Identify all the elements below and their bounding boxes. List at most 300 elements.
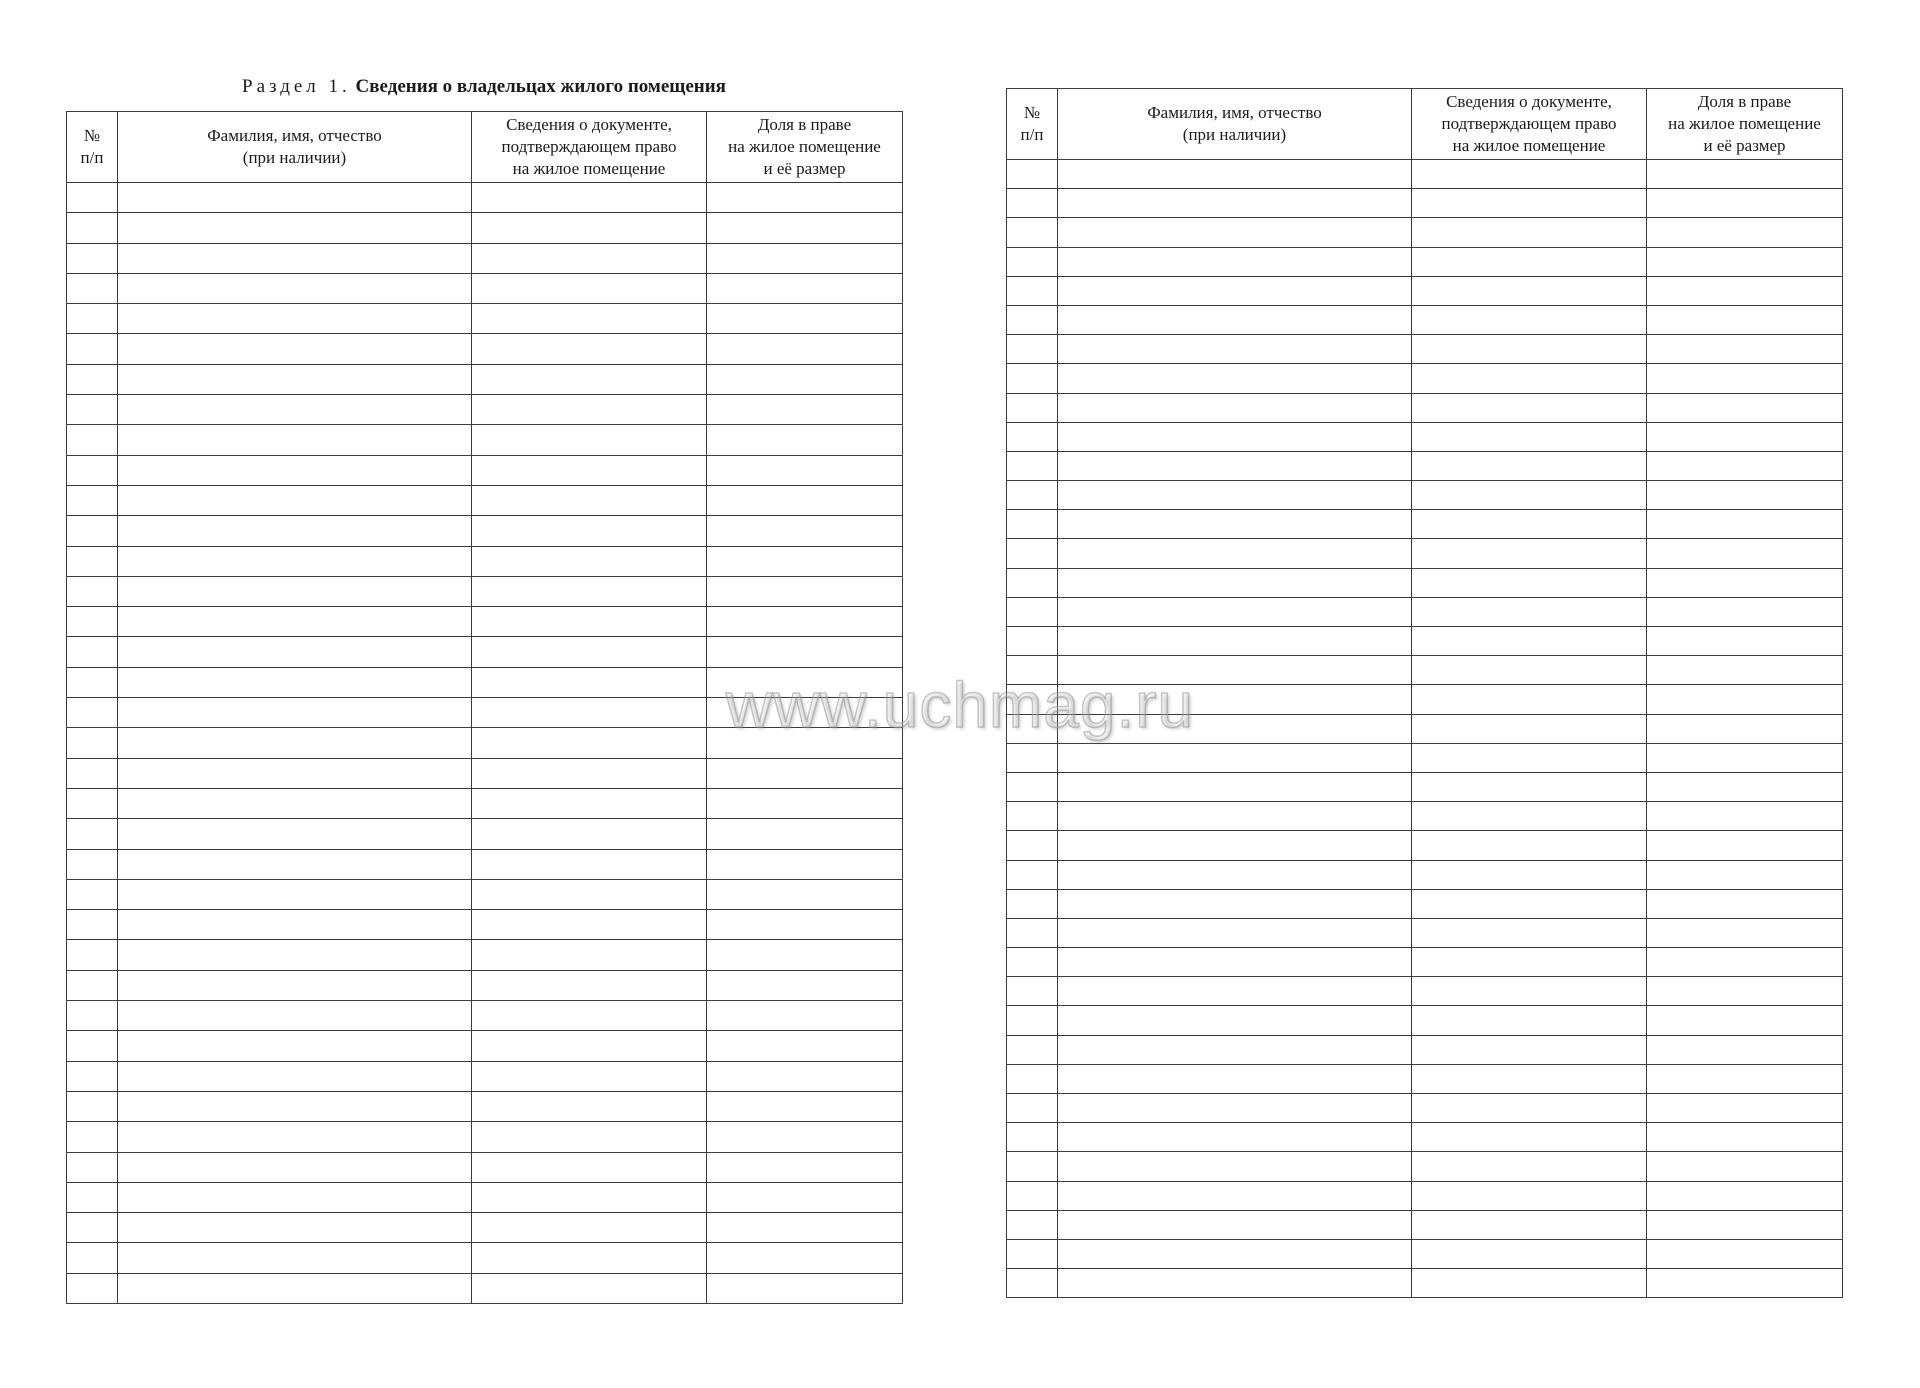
cell-share[interactable] [707, 1091, 903, 1121]
cell-document[interactable] [1412, 539, 1647, 568]
cell-share[interactable] [707, 1182, 903, 1212]
cell-number[interactable] [1007, 1269, 1058, 1298]
cell-number[interactable] [67, 910, 118, 940]
cell-full-name[interactable] [118, 1273, 472, 1303]
cell-document[interactable] [1412, 948, 1647, 977]
cell-share[interactable] [1647, 568, 1843, 597]
cell-share[interactable] [1647, 451, 1843, 480]
cell-number[interactable] [1007, 1006, 1058, 1035]
cell-share[interactable] [1647, 1006, 1843, 1035]
cell-full-name[interactable] [1058, 276, 1412, 305]
cell-number[interactable] [1007, 481, 1058, 510]
cell-share[interactable] [707, 304, 903, 334]
cell-document[interactable] [1412, 977, 1647, 1006]
cell-full-name[interactable] [1058, 1094, 1412, 1123]
cell-share[interactable] [1647, 627, 1843, 656]
cell-document[interactable] [1412, 335, 1647, 364]
cell-full-name[interactable] [118, 546, 472, 576]
cell-number[interactable] [67, 940, 118, 970]
cell-number[interactable] [67, 637, 118, 667]
cell-document[interactable] [1412, 218, 1647, 247]
cell-share[interactable] [1647, 364, 1843, 393]
cell-number[interactable] [67, 698, 118, 728]
cell-number[interactable] [67, 425, 118, 455]
cell-number[interactable] [67, 1243, 118, 1273]
cell-full-name[interactable] [118, 940, 472, 970]
cell-document[interactable] [472, 607, 707, 637]
cell-full-name[interactable] [1058, 510, 1412, 539]
cell-number[interactable] [1007, 1035, 1058, 1064]
cell-document[interactable] [472, 183, 707, 213]
cell-share[interactable] [1647, 218, 1843, 247]
cell-document[interactable] [1412, 1210, 1647, 1239]
cell-full-name[interactable] [118, 395, 472, 425]
cell-share[interactable] [1647, 802, 1843, 831]
cell-share[interactable] [707, 243, 903, 273]
cell-number[interactable] [1007, 1152, 1058, 1181]
cell-number[interactable] [1007, 305, 1058, 334]
cell-number[interactable] [1007, 685, 1058, 714]
cell-full-name[interactable] [1058, 539, 1412, 568]
cell-full-name[interactable] [118, 576, 472, 606]
cell-document[interactable] [1412, 451, 1647, 480]
cell-full-name[interactable] [118, 1122, 472, 1152]
cell-number[interactable] [67, 576, 118, 606]
cell-full-name[interactable] [118, 273, 472, 303]
cell-document[interactable] [1412, 189, 1647, 218]
cell-number[interactable] [1007, 568, 1058, 597]
cell-number[interactable] [67, 1001, 118, 1031]
cell-share[interactable] [1647, 247, 1843, 276]
cell-share[interactable] [707, 516, 903, 546]
cell-document[interactable] [472, 879, 707, 909]
cell-full-name[interactable] [118, 334, 472, 364]
cell-share[interactable] [1647, 422, 1843, 451]
cell-full-name[interactable] [118, 607, 472, 637]
cell-full-name[interactable] [118, 425, 472, 455]
cell-share[interactable] [1647, 276, 1843, 305]
cell-share[interactable] [707, 910, 903, 940]
cell-full-name[interactable] [118, 1182, 472, 1212]
cell-full-name[interactable] [118, 1031, 472, 1061]
cell-document[interactable] [472, 788, 707, 818]
cell-full-name[interactable] [1058, 1064, 1412, 1093]
cell-document[interactable] [472, 1213, 707, 1243]
cell-document[interactable] [472, 637, 707, 667]
cell-document[interactable] [1412, 889, 1647, 918]
cell-document[interactable] [472, 1243, 707, 1273]
cell-full-name[interactable] [1058, 305, 1412, 334]
cell-number[interactable] [67, 1031, 118, 1061]
cell-share[interactable] [707, 546, 903, 576]
cell-number[interactable] [67, 970, 118, 1000]
cell-full-name[interactable] [118, 819, 472, 849]
cell-share[interactable] [707, 576, 903, 606]
cell-number[interactable] [67, 1122, 118, 1152]
cell-document[interactable] [472, 1273, 707, 1303]
cell-share[interactable] [1647, 160, 1843, 189]
cell-share[interactable] [1647, 305, 1843, 334]
cell-document[interactable] [1412, 393, 1647, 422]
cell-share[interactable] [1647, 393, 1843, 422]
cell-share[interactable] [1647, 889, 1843, 918]
cell-share[interactable] [707, 1243, 903, 1273]
cell-number[interactable] [67, 1213, 118, 1243]
cell-full-name[interactable] [118, 1213, 472, 1243]
cell-share[interactable] [707, 607, 903, 637]
cell-document[interactable] [472, 455, 707, 485]
cell-document[interactable] [1412, 597, 1647, 626]
cell-number[interactable] [67, 485, 118, 515]
cell-share[interactable] [707, 334, 903, 364]
cell-document[interactable] [1412, 1064, 1647, 1093]
cell-document[interactable] [1412, 714, 1647, 743]
cell-number[interactable] [1007, 831, 1058, 860]
cell-number[interactable] [1007, 977, 1058, 1006]
cell-full-name[interactable] [118, 728, 472, 758]
cell-document[interactable] [1412, 860, 1647, 889]
cell-number[interactable] [1007, 1094, 1058, 1123]
cell-number[interactable] [67, 364, 118, 394]
cell-share[interactable] [707, 1213, 903, 1243]
cell-full-name[interactable] [1058, 918, 1412, 947]
cell-number[interactable] [1007, 948, 1058, 977]
cell-document[interactable] [472, 819, 707, 849]
cell-number[interactable] [1007, 1123, 1058, 1152]
cell-full-name[interactable] [1058, 1181, 1412, 1210]
cell-number[interactable] [1007, 510, 1058, 539]
cell-document[interactable] [1412, 918, 1647, 947]
cell-full-name[interactable] [1058, 568, 1412, 597]
cell-share[interactable] [707, 879, 903, 909]
cell-share[interactable] [1647, 977, 1843, 1006]
cell-share[interactable] [1647, 860, 1843, 889]
cell-full-name[interactable] [118, 516, 472, 546]
cell-share[interactable] [1647, 597, 1843, 626]
cell-full-name[interactable] [1058, 393, 1412, 422]
cell-document[interactable] [1412, 160, 1647, 189]
cell-number[interactable] [67, 243, 118, 273]
cell-number[interactable] [1007, 1064, 1058, 1093]
cell-document[interactable] [472, 1001, 707, 1031]
cell-share[interactable] [1647, 656, 1843, 685]
cell-share[interactable] [707, 1152, 903, 1182]
cell-full-name[interactable] [118, 849, 472, 879]
cell-document[interactable] [472, 1182, 707, 1212]
cell-document[interactable] [1412, 305, 1647, 334]
cell-full-name[interactable] [118, 243, 472, 273]
cell-share[interactable] [1647, 1239, 1843, 1268]
cell-document[interactable] [1412, 1269, 1647, 1298]
cell-share[interactable] [1647, 510, 1843, 539]
cell-number[interactable] [1007, 802, 1058, 831]
cell-full-name[interactable] [118, 304, 472, 334]
cell-full-name[interactable] [1058, 948, 1412, 977]
cell-document[interactable] [1412, 422, 1647, 451]
cell-number[interactable] [67, 455, 118, 485]
cell-document[interactable] [472, 213, 707, 243]
cell-document[interactable] [1412, 1239, 1647, 1268]
cell-document[interactable] [1412, 1035, 1647, 1064]
cell-full-name[interactable] [1058, 335, 1412, 364]
cell-number[interactable] [67, 1152, 118, 1182]
cell-number[interactable] [1007, 393, 1058, 422]
cell-full-name[interactable] [118, 1243, 472, 1273]
cell-share[interactable] [1647, 1064, 1843, 1093]
cell-number[interactable] [67, 183, 118, 213]
cell-number[interactable] [67, 516, 118, 546]
cell-document[interactable] [1412, 831, 1647, 860]
cell-number[interactable] [67, 1091, 118, 1121]
cell-share[interactable] [707, 425, 903, 455]
cell-full-name[interactable] [118, 637, 472, 667]
cell-document[interactable] [472, 516, 707, 546]
cell-number[interactable] [67, 1273, 118, 1303]
cell-share[interactable] [1647, 1210, 1843, 1239]
cell-document[interactable] [472, 1122, 707, 1152]
cell-share[interactable] [1647, 1123, 1843, 1152]
cell-number[interactable] [67, 758, 118, 788]
cell-number[interactable] [1007, 597, 1058, 626]
cell-document[interactable] [1412, 1123, 1647, 1152]
cell-share[interactable] [707, 213, 903, 243]
cell-full-name[interactable] [118, 758, 472, 788]
cell-number[interactable] [1007, 539, 1058, 568]
cell-document[interactable] [472, 334, 707, 364]
cell-document[interactable] [472, 970, 707, 1000]
cell-full-name[interactable] [1058, 772, 1412, 801]
cell-document[interactable] [472, 1061, 707, 1091]
cell-number[interactable] [67, 334, 118, 364]
cell-share[interactable] [707, 758, 903, 788]
cell-document[interactable] [472, 304, 707, 334]
cell-share[interactable] [1647, 772, 1843, 801]
cell-full-name[interactable] [1058, 247, 1412, 276]
cell-number[interactable] [67, 1061, 118, 1091]
cell-full-name[interactable] [118, 970, 472, 1000]
cell-number[interactable] [67, 667, 118, 697]
cell-share[interactable] [1647, 743, 1843, 772]
cell-full-name[interactable] [1058, 685, 1412, 714]
cell-document[interactable] [1412, 510, 1647, 539]
cell-full-name[interactable] [1058, 831, 1412, 860]
cell-number[interactable] [67, 607, 118, 637]
cell-full-name[interactable] [1058, 1269, 1412, 1298]
cell-full-name[interactable] [1058, 1035, 1412, 1064]
cell-share[interactable] [707, 1001, 903, 1031]
cell-document[interactable] [1412, 481, 1647, 510]
cell-document[interactable] [1412, 743, 1647, 772]
cell-number[interactable] [1007, 160, 1058, 189]
cell-full-name[interactable] [1058, 189, 1412, 218]
cell-full-name[interactable] [1058, 1152, 1412, 1181]
cell-document[interactable] [1412, 1006, 1647, 1035]
cell-full-name[interactable] [1058, 1210, 1412, 1239]
cell-number[interactable] [1007, 189, 1058, 218]
cell-document[interactable] [1412, 1152, 1647, 1181]
cell-share[interactable] [707, 728, 903, 758]
cell-share[interactable] [1647, 948, 1843, 977]
cell-full-name[interactable] [1058, 889, 1412, 918]
cell-full-name[interactable] [1058, 422, 1412, 451]
cell-share[interactable] [707, 698, 903, 728]
cell-share[interactable] [1647, 1152, 1843, 1181]
cell-document[interactable] [1412, 568, 1647, 597]
cell-document[interactable] [472, 576, 707, 606]
cell-document[interactable] [1412, 364, 1647, 393]
cell-full-name[interactable] [1058, 597, 1412, 626]
cell-full-name[interactable] [1058, 714, 1412, 743]
cell-document[interactable] [472, 425, 707, 455]
cell-number[interactable] [67, 213, 118, 243]
cell-number[interactable] [67, 1182, 118, 1212]
cell-document[interactable] [472, 273, 707, 303]
cell-share[interactable] [707, 395, 903, 425]
cell-share[interactable] [1647, 685, 1843, 714]
cell-full-name[interactable] [118, 183, 472, 213]
cell-full-name[interactable] [118, 788, 472, 818]
cell-document[interactable] [472, 364, 707, 394]
cell-full-name[interactable] [1058, 451, 1412, 480]
cell-full-name[interactable] [118, 1152, 472, 1182]
cell-share[interactable] [707, 667, 903, 697]
cell-number[interactable] [1007, 335, 1058, 364]
cell-document[interactable] [1412, 1181, 1647, 1210]
cell-number[interactable] [1007, 218, 1058, 247]
cell-share[interactable] [1647, 481, 1843, 510]
cell-number[interactable] [1007, 276, 1058, 305]
cell-full-name[interactable] [1058, 1239, 1412, 1268]
cell-share[interactable] [1647, 335, 1843, 364]
cell-full-name[interactable] [1058, 1006, 1412, 1035]
cell-share[interactable] [707, 273, 903, 303]
cell-document[interactable] [1412, 1094, 1647, 1123]
cell-share[interactable] [707, 455, 903, 485]
cell-document[interactable] [472, 1091, 707, 1121]
cell-number[interactable] [1007, 1210, 1058, 1239]
cell-full-name[interactable] [118, 667, 472, 697]
cell-full-name[interactable] [118, 213, 472, 243]
cell-full-name[interactable] [1058, 481, 1412, 510]
cell-number[interactable] [67, 819, 118, 849]
cell-document[interactable] [472, 1031, 707, 1061]
cell-share[interactable] [707, 1273, 903, 1303]
cell-share[interactable] [707, 1031, 903, 1061]
cell-number[interactable] [1007, 656, 1058, 685]
cell-document[interactable] [472, 243, 707, 273]
cell-document[interactable] [472, 667, 707, 697]
cell-share[interactable] [707, 637, 903, 667]
cell-document[interactable] [472, 546, 707, 576]
cell-number[interactable] [67, 304, 118, 334]
cell-share[interactable] [1647, 831, 1843, 860]
cell-document[interactable] [472, 395, 707, 425]
cell-full-name[interactable] [118, 879, 472, 909]
cell-number[interactable] [1007, 714, 1058, 743]
cell-share[interactable] [707, 183, 903, 213]
cell-share[interactable] [707, 819, 903, 849]
cell-full-name[interactable] [1058, 977, 1412, 1006]
cell-full-name[interactable] [1058, 364, 1412, 393]
cell-share[interactable] [707, 788, 903, 818]
cell-number[interactable] [1007, 451, 1058, 480]
cell-document[interactable] [1412, 627, 1647, 656]
cell-full-name[interactable] [1058, 656, 1412, 685]
cell-number[interactable] [67, 849, 118, 879]
cell-number[interactable] [67, 728, 118, 758]
cell-full-name[interactable] [118, 485, 472, 515]
cell-document[interactable] [1412, 656, 1647, 685]
cell-number[interactable] [1007, 860, 1058, 889]
cell-full-name[interactable] [1058, 218, 1412, 247]
cell-number[interactable] [1007, 918, 1058, 947]
cell-number[interactable] [67, 273, 118, 303]
cell-number[interactable] [1007, 247, 1058, 276]
cell-share[interactable] [1647, 1094, 1843, 1123]
cell-share[interactable] [707, 1122, 903, 1152]
cell-document[interactable] [472, 940, 707, 970]
cell-full-name[interactable] [118, 1001, 472, 1031]
cell-share[interactable] [1647, 539, 1843, 568]
cell-number[interactable] [67, 546, 118, 576]
cell-full-name[interactable] [1058, 743, 1412, 772]
cell-full-name[interactable] [118, 698, 472, 728]
cell-number[interactable] [1007, 772, 1058, 801]
cell-number[interactable] [67, 395, 118, 425]
cell-full-name[interactable] [118, 1091, 472, 1121]
cell-full-name[interactable] [1058, 1123, 1412, 1152]
cell-number[interactable] [1007, 364, 1058, 393]
cell-full-name[interactable] [1058, 160, 1412, 189]
cell-number[interactable] [1007, 627, 1058, 656]
cell-document[interactable] [472, 849, 707, 879]
cell-document[interactable] [472, 698, 707, 728]
cell-share[interactable] [707, 1061, 903, 1091]
cell-share[interactable] [1647, 918, 1843, 947]
cell-document[interactable] [472, 728, 707, 758]
cell-number[interactable] [1007, 1239, 1058, 1268]
cell-document[interactable] [1412, 276, 1647, 305]
cell-number[interactable] [1007, 1181, 1058, 1210]
cell-document[interactable] [1412, 247, 1647, 276]
cell-share[interactable] [707, 364, 903, 394]
cell-document[interactable] [1412, 772, 1647, 801]
cell-number[interactable] [1007, 743, 1058, 772]
cell-share[interactable] [1647, 714, 1843, 743]
cell-number[interactable] [1007, 889, 1058, 918]
cell-full-name[interactable] [118, 364, 472, 394]
cell-share[interactable] [707, 485, 903, 515]
cell-share[interactable] [1647, 1269, 1843, 1298]
cell-share[interactable] [707, 970, 903, 1000]
cell-document[interactable] [1412, 802, 1647, 831]
cell-document[interactable] [472, 485, 707, 515]
cell-full-name[interactable] [118, 910, 472, 940]
cell-document[interactable] [472, 758, 707, 788]
cell-share[interactable] [707, 940, 903, 970]
cell-share[interactable] [1647, 1181, 1843, 1210]
cell-number[interactable] [1007, 422, 1058, 451]
cell-document[interactable] [1412, 685, 1647, 714]
cell-full-name[interactable] [118, 1061, 472, 1091]
cell-share[interactable] [1647, 189, 1843, 218]
cell-number[interactable] [67, 788, 118, 818]
cell-document[interactable] [472, 1152, 707, 1182]
cell-number[interactable] [67, 879, 118, 909]
cell-document[interactable] [472, 910, 707, 940]
cell-full-name[interactable] [118, 455, 472, 485]
cell-full-name[interactable] [1058, 627, 1412, 656]
